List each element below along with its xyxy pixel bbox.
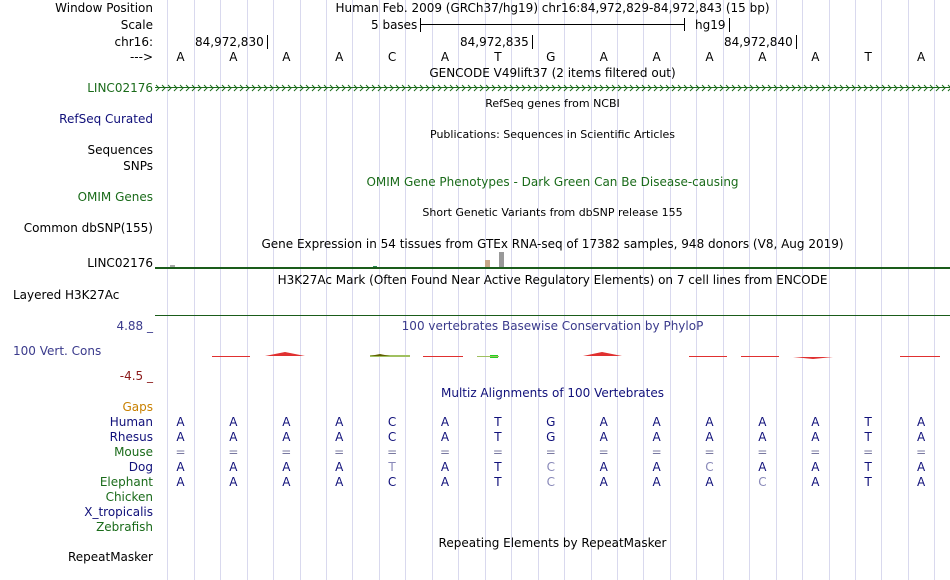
alignment-base-rhesus: A: [811, 430, 820, 444]
label-species-xtropicalis[interactable]: X_tropicalis: [84, 505, 153, 519]
label-strand-arrow: --->: [129, 50, 153, 64]
cons-min-value: -4.5 _: [119, 369, 153, 383]
alignment-base-elephant: A: [229, 475, 238, 489]
label-100-vert-cons[interactable]: 100 Vert. Cons: [13, 344, 102, 358]
alignment-base-elephant: A: [176, 475, 185, 489]
alignment-base-dog: C: [705, 460, 714, 474]
gtex-track-title[interactable]: Gene Expression in 54 tissues from GTEx RNA-seq of 17382 samples, 948 donors (V8, Aug 2019): [261, 237, 844, 251]
label-omim-genes[interactable]: OMIM Genes: [77, 190, 153, 204]
label-species-elephant[interactable]: Elephant: [99, 475, 153, 489]
alignment-base-human: A: [811, 415, 820, 429]
alignment-base-rhesus: A: [916, 430, 926, 444]
alignment-base-rhesus: A: [758, 430, 767, 444]
reference-base: A: [916, 50, 926, 64]
alignment-base-elephant: C: [387, 475, 397, 489]
alignment-base-elephant: T: [864, 475, 872, 489]
alignment-base-mouse: =: [598, 445, 609, 459]
alignment-base-human: A: [440, 415, 450, 429]
reference-base: A: [229, 50, 238, 64]
label-gtex-linc02176[interactable]: LINC02176: [87, 256, 153, 270]
label-chr: chr16:: [114, 35, 153, 49]
alignment-base-dog: A: [652, 460, 661, 474]
alignment-base-rhesus: A: [176, 430, 185, 444]
alignment-base-mouse: =: [439, 445, 451, 459]
alignment-base-dog: A: [758, 460, 767, 474]
alignment-base-dog: A: [440, 460, 450, 474]
alignment-base-mouse: =: [651, 445, 662, 459]
phylop-conservation-signal[interactable]: [155, 348, 950, 362]
alignment-base-mouse: =: [916, 445, 927, 459]
scale-text: 5 bases: [371, 18, 418, 32]
alignment-base-human: A: [652, 415, 661, 429]
alignment-base-elephant: C: [546, 475, 555, 489]
scale-bar: [420, 24, 684, 25]
alignment-base-human: A: [916, 415, 926, 429]
alignment-base-mouse: =: [387, 445, 398, 459]
alignment-base-human: T: [864, 415, 872, 429]
alignment-base-rhesus: G: [546, 430, 556, 444]
label-species-zebrafish[interactable]: Zebrafish: [96, 520, 153, 534]
alignment-base-rhesus: A: [229, 430, 238, 444]
reference-base: A: [176, 50, 185, 64]
alignment-base-mouse: =: [810, 445, 821, 459]
alignment-base-dog: T: [864, 460, 872, 474]
alignment-base-rhesus: A: [705, 430, 714, 444]
alignment-base-human: A: [229, 415, 238, 429]
alignment-base-rhesus: T: [864, 430, 872, 444]
alignment-base-mouse: =: [334, 445, 345, 459]
alignment-base-human: A: [282, 415, 291, 429]
alignment-base-elephant: A: [440, 475, 450, 489]
alignment-base-dog: A: [229, 460, 238, 474]
refseq-track-title[interactable]: RefSeq genes from NCBI: [485, 97, 620, 110]
alignment-base-mouse: =: [704, 445, 715, 459]
label-layered-h3k27ac[interactable]: Layered H3K27Ac: [13, 288, 120, 302]
gtex-expression-bars[interactable]: [155, 250, 950, 268]
label-species-mouse[interactable]: Mouse: [114, 445, 153, 459]
reference-base: T: [864, 50, 872, 64]
alignment-base-human: T: [494, 415, 502, 429]
alignment-base-rhesus: A: [652, 430, 661, 444]
alignment-base-human: A: [758, 415, 767, 429]
alignment-base-elephant: T: [494, 475, 502, 489]
label-gaps[interactable]: Gaps: [122, 400, 153, 414]
alignment-base-dog: C: [546, 460, 555, 474]
alignment-base-mouse: =: [492, 445, 503, 459]
label-species-rhesus[interactable]: Rhesus: [109, 430, 153, 444]
gencode-gene-model[interactable]: [155, 83, 950, 93]
alignment-base-elephant: A: [705, 475, 714, 489]
alignment-base-elephant: A: [599, 475, 608, 489]
alignment-base-elephant: C: [758, 475, 767, 489]
label-refseq-curated[interactable]: RefSeq Curated: [59, 112, 153, 126]
reference-base: A: [758, 50, 767, 64]
reference-base: A: [652, 50, 661, 64]
alignment-base-elephant: A: [916, 475, 926, 489]
coord-label-2: 84,972,835: [460, 35, 529, 49]
alignment-base-mouse: =: [281, 445, 292, 459]
reference-base: A: [335, 50, 344, 64]
alignment-base-elephant: A: [335, 475, 344, 489]
reference-base: T: [494, 50, 502, 64]
label-gencode-linc02176[interactable]: LINC02176: [87, 81, 153, 95]
alignment-base-dog: A: [282, 460, 291, 474]
label-species-dog[interactable]: Dog: [128, 460, 153, 474]
alignment-base-mouse: =: [545, 445, 556, 459]
label-repeatmasker[interactable]: RepeatMasker: [67, 550, 153, 564]
alignment-base-mouse: =: [175, 445, 186, 459]
alignment-base-elephant: A: [652, 475, 661, 489]
alignment-base-elephant: A: [811, 475, 820, 489]
label-scale: Scale: [120, 18, 153, 32]
reference-base: A: [811, 50, 820, 64]
alignment-base-rhesus: A: [599, 430, 608, 444]
alignment-base-dog: T: [388, 460, 396, 474]
dbsnp-track-title[interactable]: Short Genetic Variants from dbSNP release 155: [422, 206, 683, 219]
alignment-base-human: A: [176, 415, 185, 429]
alignment-base-dog: A: [176, 460, 185, 474]
alignment-base-human: C: [387, 415, 397, 429]
label-sequences[interactable]: Sequences: [87, 143, 153, 157]
alignment-base-human: G: [546, 415, 556, 429]
h3k27ac-track-title[interactable]: H3K27Ac Mark (Often Found Near Active Regulatory Elements) on 7 cell lines from ENCODE: [277, 273, 828, 287]
alignment-base-dog: A: [811, 460, 820, 474]
label-species-chicken[interactable]: Chicken: [105, 490, 153, 504]
alignment-base-dog: A: [916, 460, 926, 474]
h3k27ac-track-baseline: [155, 315, 950, 316]
label-snps[interactable]: SNPs: [123, 159, 153, 173]
alignment-base-human: A: [599, 415, 608, 429]
alignment-base-dog: A: [335, 460, 344, 474]
cons-max-value: 4.88 _: [116, 319, 153, 333]
assembly-name: hg19: [695, 18, 726, 32]
omim-track-title[interactable]: OMIM Gene Phenotypes - Dark Green Can Be Disease-causing: [366, 175, 739, 189]
alignment-base-mouse: =: [228, 445, 239, 459]
alignment-base-human: A: [705, 415, 714, 429]
window-position-text: Human Feb. 2009 (GRCh37/hg19) chr16:84,972,829-84,972,843 (15 bp): [335, 1, 770, 15]
reference-base: A: [599, 50, 608, 64]
reference-base: A: [440, 50, 450, 64]
alignment-base-rhesus: A: [282, 430, 291, 444]
scale-bar-left-tick: [420, 18, 421, 31]
alignment-base-dog: T: [494, 460, 502, 474]
alignment-base-rhesus: C: [387, 430, 397, 444]
gtex-track-baseline: [155, 267, 950, 269]
reference-base: A: [282, 50, 291, 64]
alignment-base-rhesus: T: [494, 430, 502, 444]
scale-bar-right-tick: [684, 18, 685, 31]
multiz-track-title[interactable]: Multiz Alignments of 100 Vertebrates: [440, 386, 665, 400]
label-common-dbsnp[interactable]: Common dbSNP(155): [23, 221, 153, 235]
label-species-human[interactable]: Human: [109, 415, 153, 429]
browser-track-panel[interactable]: [155, 0, 950, 580]
label-window-position: Window Position: [55, 1, 153, 15]
alignment-base-elephant: A: [282, 475, 291, 489]
alignment-base-human: A: [335, 415, 344, 429]
alignment-base-rhesus: A: [440, 430, 450, 444]
alignment-base-mouse: =: [863, 445, 874, 459]
alignment-base-mouse: =: [757, 445, 768, 459]
reference-base: G: [546, 50, 556, 64]
coord-label-3: 84,972,840: [724, 35, 793, 49]
repeatmasker-track-title[interactable]: Repeating Elements by RepeatMasker: [438, 536, 667, 550]
reference-base: A: [705, 50, 714, 64]
alignment-base-dog: A: [599, 460, 608, 474]
phylop-track-title[interactable]: 100 vertebrates Basewise Conservation by PhyloP: [401, 319, 704, 333]
coord-label-1: 84,972,830: [195, 35, 264, 49]
gencode-track-title[interactable]: GENCODE V49lift37 (2 items filtered out): [429, 66, 676, 80]
reference-base: C: [387, 50, 397, 64]
alignment-base-rhesus: A: [335, 430, 344, 444]
publications-track-title[interactable]: Publications: Sequences in Scientific Articles: [430, 128, 675, 141]
